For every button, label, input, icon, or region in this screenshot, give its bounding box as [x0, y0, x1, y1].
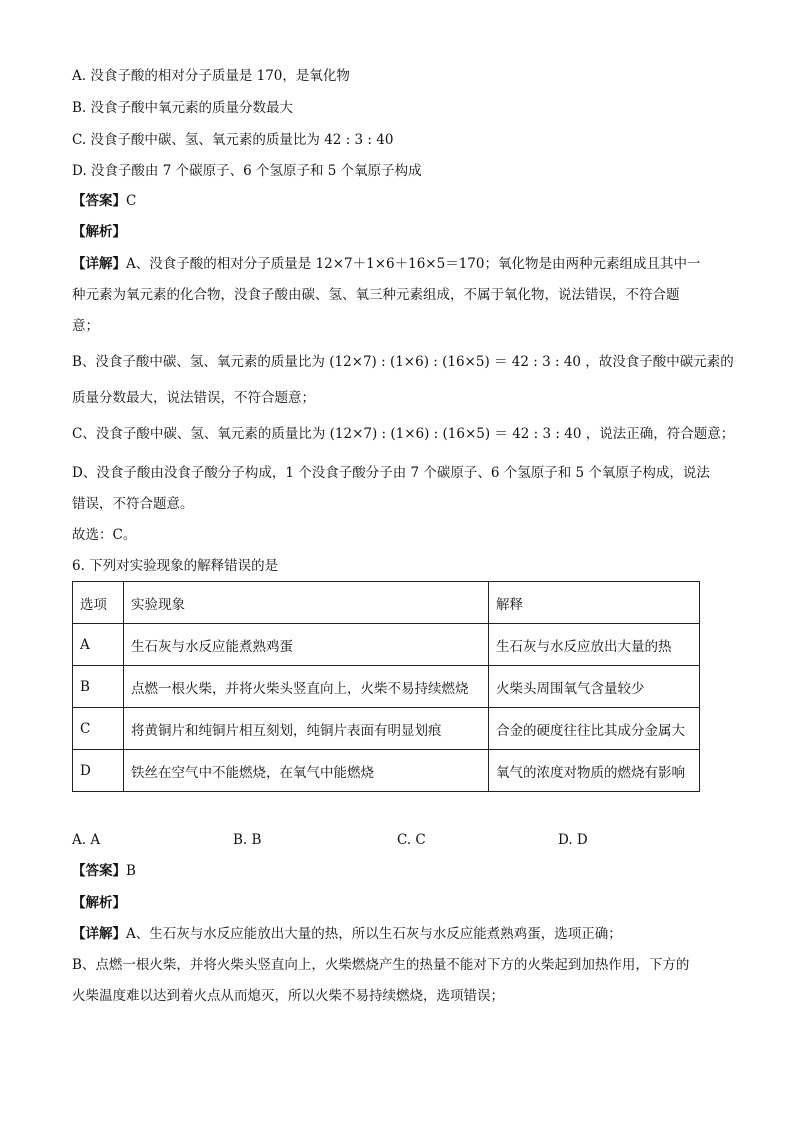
- q6-choice-d: D. D: [558, 832, 588, 848]
- q5-detail-line: C、没食子酸中碳、氢、氧元素的质量比为 (12×7) : (1×6) : (16×5) ＝ 42 : 3 : 40 ，说法正确，符合题意；: [72, 426, 735, 442]
- table-header-cell: 实验现象: [124, 582, 489, 624]
- table-cell: 合金的硬度往往比其成分金属大: [489, 708, 700, 750]
- q5-option-a: A. 没食子酸的相对分子质量是 170，是氧化物: [72, 68, 350, 84]
- answer-value: B: [126, 863, 136, 879]
- answer-tag: 【答案】: [72, 193, 126, 209]
- q6-answer: [72, 861, 136, 881]
- table-cell: 氧气的浓度对物质的燃烧有影响: [489, 750, 700, 792]
- q5-conclusion: 故选：C。: [72, 527, 137, 543]
- q6-detail-line: B、点燃一根火柴，并将火柴头竖直向上，火柴燃烧产生的热量不能对下方的火柴起到加热作用，下方的: [72, 957, 690, 973]
- table-cell: 点燃一根火柴，并将火柴头竖直向上，火柴不易持续燃烧: [124, 666, 489, 708]
- table-cell: D: [73, 750, 124, 792]
- answer-tag: 【答案】: [72, 863, 126, 879]
- q5-detail-line: D、没食子酸由没食子酸分子构成，1 个没食子酸分子由 7 个碳原子、6 个氢原子和 5 个氧原子构成，说法: [72, 465, 710, 481]
- q6-table: [72, 581, 700, 792]
- table-cell: C: [73, 708, 124, 750]
- table-cell: 火柴头周围氧气含量较少: [489, 666, 700, 708]
- q6-choice-c: C. C: [397, 832, 426, 848]
- q6-detail-text: A、生石灰与水反应能放出大量的热，所以生石灰与水反应能煮熟鸡蛋，选项正确；: [126, 926, 622, 942]
- table-cell: 铁丝在空气中不能燃烧，在氧气中能燃烧: [124, 750, 489, 792]
- table-row: [73, 708, 700, 750]
- table-cell: A: [73, 624, 124, 666]
- table-cell: B: [73, 666, 124, 708]
- q6-analysis-tag: 【解析】: [72, 895, 126, 911]
- table-header-row: [73, 582, 700, 624]
- detail-tag: 【详解】: [72, 926, 126, 942]
- q5-detail-line: 种元素为氧元素的化合物，没食子酸由碳、氢、氧三种元素组成，不属于氧化物，说法错误，不符合题: [72, 287, 680, 303]
- table-header-cell: 选项: [73, 582, 124, 624]
- table-row: [73, 750, 700, 792]
- q5-answer: [72, 191, 136, 211]
- table-cell: 生石灰与水反应能煮熟鸡蛋: [124, 624, 489, 666]
- answer-value: C: [126, 193, 137, 209]
- table-cell: 生石灰与水反应放出大量的热: [489, 624, 700, 666]
- q5-detail-line: 错误，不符合题意。: [72, 496, 194, 512]
- q5-detail-line: 意；: [72, 318, 99, 334]
- table-row: [73, 666, 700, 708]
- q6-choice-b: B. B: [233, 832, 262, 848]
- q5-option-d: D. 没食子酸由 7 个碳原子、6 个氢原子和 5 个氧原子构成: [72, 163, 422, 179]
- q5-detail-line: B、没食子酸中碳、氢、氧元素的质量比为 (12×7) : (1×6) : (16×5) ＝ 42 : 3 : 40 ，故没食子酸中碳元素的: [72, 354, 734, 370]
- q5-detail-line: 质量分数最大，说法错误，不符合题意；: [72, 390, 315, 406]
- table-row: [73, 624, 700, 666]
- table-header-cell: 解释: [489, 582, 700, 624]
- q6-detail-line: 火柴温度难以达到着火点从而熄灭，所以火柴不易持续燃烧，选项错误；: [72, 988, 504, 1004]
- detail-tag: 【详解】: [72, 256, 126, 272]
- q6-stem: 6. 下列对实验现象的解释错误的是: [72, 558, 279, 574]
- q5-detail-text: A、没食子酸的相对分子质量是 12×7＋1×6＋16×5＝170；氧化物是由两种元素组成且其中一: [126, 256, 701, 272]
- q5-option-c: C. 没食子酸中碳、氢、氧元素的质量比为 42 : 3 : 40: [72, 132, 394, 148]
- q5-option-b: B. 没食子酸中氧元素的质量分数最大: [72, 100, 294, 116]
- q6-detail-line: [72, 924, 622, 944]
- q5-analysis-tag: 【解析】: [72, 224, 126, 240]
- table-cell: 将黄铜片和纯铜片相互刻划，纯铜片表面有明显划痕: [124, 708, 489, 750]
- q5-detail-line: [72, 254, 700, 274]
- q6-choice-a: A. A: [72, 832, 101, 848]
